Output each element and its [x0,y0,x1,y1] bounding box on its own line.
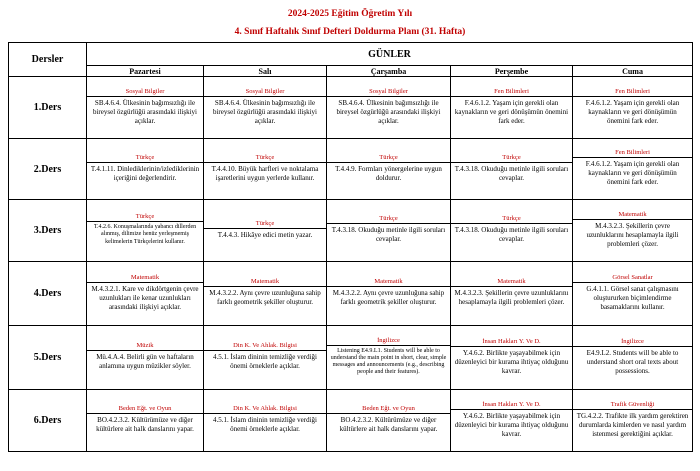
schedule-cell [573,77,693,139]
schedule-cell [327,77,451,139]
row-label: 2.Ders [9,139,87,200]
cell-outcome: SB.4.6.4. Ülkesinin bağımsızlığı ile bireysel özgürlüğü arasındaki ilişkiyi açıklar. [92,98,197,125]
cell-subject: İnsan Hakları Y. Ve D. [451,401,572,410]
schedule-cell [573,139,693,200]
cell-subject: Türkçe [451,215,572,224]
cell-subject: Beden Eğt. ve Oyun [327,405,450,414]
schedule-cell [204,326,327,390]
cell-outcome: M.4.3.2.3. Şekillerin çevre uzunluklarını hesaplamayla ilgili problemleri çözer. [586,221,679,248]
row-label: 5.Ders [9,326,87,390]
schedule-cell [451,77,573,139]
cell-subject: Fen Bilimleri [573,149,692,158]
cell-subject: Sosyal Bilgiler [327,88,450,97]
cell-outcome: M.4.3.2.2. Aynı çevre uzunluğuna sahip farklı geometrik şekiller oluşturur. [209,289,321,306]
cell-subject: Beden Eğt. ve Oyun [87,405,203,414]
schedule-cell [573,262,693,326]
schedule-cell [204,139,327,200]
cell-outcome: M.4.3.2.1. Kare ve dikdörtgenin çevre uzunlukları ile kenar uzunlukları arasındaki ilişkiyi açıklar. [91,284,199,311]
cell-subject: Matematik [87,274,203,283]
schedule-cell [204,390,327,452]
cell-subject: Din K. Ve Ahlak. Bilgisi [204,342,326,351]
table-row [9,262,693,326]
schedule-cell [204,200,327,262]
schedule-cell [87,390,204,452]
cell-outcome: T.4.4.3. Hikâye edici metin yazar. [217,230,313,239]
schedule-cell [327,326,451,390]
day-header-cuma: Cuma [573,66,693,77]
cell-outcome: T.4.4.9. Formları yönergelerine uygun doldurur. [335,164,442,182]
document-subtitle: 4. Sınıf Haftalık Sınıf Defteri Doldurma Planı (31. Hafta) [234,27,466,37]
cell-subject: Görsel Sanatlar [573,274,692,283]
table-row [9,326,693,390]
cell-outcome: T.4.2.6. Konuşmalarında yabancı dillerden alınmış, dilimize henüz yerleşmemiş kelimelerin Türkçelerini kullanır. [93,224,197,245]
schedule-cell [451,390,573,452]
cell-outcome: M.4.3.2.2. Aynı çevre uzunluğuna sahip farklı geometrik şekiller oluşturur. [332,289,445,306]
cell-outcome: F.4.6.1.2. Yaşam için gerekli olan kaynakların ve geri dönüşümün önemini fark eder. [585,98,680,125]
cell-subject: Matematik [573,211,692,220]
cell-subject: Türkçe [204,154,326,163]
cell-outcome: 4.5.1. İslam dininin temizliğe verdiği önemi örneklerle açıklar. [212,416,317,433]
cell-subject: Müzik [87,342,203,351]
cell-subject: İngilizce [327,337,450,346]
cell-subject: Trafik Güvenliği [573,401,692,410]
table-row [9,200,693,262]
day-header-sali: Salı [204,66,327,77]
schedule-cell [327,262,451,326]
cell-subject: Matematik [451,278,572,287]
row-label: 6.Ders [9,390,87,452]
cell-outcome: BO.4.2.3.2. Kültürümüze ve diğer kültürlere ait halk danslarını yapar. [96,416,194,433]
cell-outcome: Y.4.6.2. Birlikte yaşayabilmek için düzenleyici bir kurama ihtiyaç olduğunu kavrar. [454,411,569,438]
schedule-table [8,42,693,452]
cell-outcome: T.4.4.10. Büyük harfleri ve noktalama işaretlerini uygun yerlerde kullanır. [211,164,319,182]
cell-subject: Türkçe [87,154,203,163]
gunler-header: GÜNLER [87,43,693,66]
cell-outcome: T.4.3.18. Okuduğu metinle ilgili soruları cevaplar. [331,226,446,243]
cell-subject: Matematik [327,278,450,287]
table-row [9,77,693,139]
row-label: 1.Ders [9,77,87,139]
schedule-cell [87,262,204,326]
cell-subject: Sosyal Bilgiler [87,88,203,97]
cell-outcome: 4.5.1. İslam dininin temizliğe verdiği önemi örneklerle açıklar. [212,353,317,370]
cell-outcome: E4.9.L2. Students will be able to understand short oral texts about possessions. [586,348,679,375]
cell-subject: Matematik [204,278,326,287]
cell-subject: İnsan Hakları Y. Ve D. [451,338,572,347]
schedule-cell [327,200,451,262]
cell-outcome: Y.4.6.2. Birlikte yaşayabilmek için düzenleyici bir kurama ihtiyaç olduğunu kavrar. [454,348,569,375]
row-label: 3.Ders [9,200,87,262]
row-label: 4.Ders [9,262,87,326]
table-row [9,390,693,452]
cell-outcome: BO.4.2.3.2. Kültürümüze ve diğer kültürlere ait halk danslarını yapar. [339,416,438,433]
cell-subject: Türkçe [87,213,203,222]
cell-outcome: F.4.6.1.2. Yaşam için gerekli olan kaynakların ve geri dönüşümün önemini fark eder. [585,160,680,186]
cell-outcome: T.4.1.11. Dinlediklerinin/izlediklerinin içeriğini değerlendirir. [90,164,200,182]
schedule-cell [451,139,573,200]
schedule-cell [451,262,573,326]
cell-outcome: Mü.4.A.4. Belirli gün ve haftaların anlamına uygun müzikler söyler. [96,353,194,370]
cell-outcome: TG.4.2.2. Trafikte ilk yardım gerektiren durumlarda kimlerden ve nasıl yardım istenmesi gerektiğini açıklar. [576,411,689,438]
schedule-cell [327,390,451,452]
cell-subject: İngilizce [573,338,692,347]
cell-outcome: SB.4.6.4. Ülkesinin bağımsızlığı ile bireysel özgürlüğü arasındaki ilişkiyi açıklar. [212,98,317,125]
schedule-cell [573,390,693,452]
schedule-cell [451,200,573,262]
day-header-carsamba: Çarşamba [327,66,451,77]
cell-outcome: M.4.3.2.3. Şekillerin çevre uzunluklarını hesaplamayla ilgili problemleri çözer. [454,289,569,306]
document-title: 2024-2025 Eğitim Öğretim Yılı [287,9,413,19]
schedule-cell [573,200,693,262]
schedule-cell [573,326,693,390]
cell-subject: Türkçe [327,215,450,224]
cell-outcome: T.4.3.18. Okuduğu metinle ilgili soruları cevaplar. [454,164,569,182]
day-header-persembe: Perşembe [451,66,573,77]
cell-outcome: T.4.3.18. Okuduğu metinle ilgili soruları cevaplar. [454,226,569,243]
cell-subject: Din K. Ve Ahlak. Bilgisi [204,405,326,414]
schedule-cell [87,326,204,390]
table-row [9,139,693,200]
cell-outcome: SB.4.6.4. Ülkesinin bağımsızlığı ile bireysel özgürlüğü arasındaki ilişkiyi açıklar. [336,98,441,125]
cell-subject: Sosyal Bilgiler [204,88,326,97]
schedule-cell [87,139,204,200]
cell-outcome: G.4.1.1. Görsel sanat çalışmasını oluştururken biçimlendirme basamaklarını kullanır. [586,284,679,311]
schedule-cell [451,326,573,390]
schedule-cell [204,262,327,326]
schedule-cell [204,77,327,139]
dersler-header: Dersler [9,43,87,77]
cell-outcome: Listening E4.9.L1. Students will be able to understand the main point in short, clear, simple messages and announcements (e.g., describing people and their features). [330,347,447,376]
cell-subject: Türkçe [327,154,450,163]
schedule-cell [87,77,204,139]
schedule-cell [87,200,204,262]
schedule-cell [327,139,451,200]
cell-subject: Fen Bilimleri [573,88,692,97]
cell-subject: Türkçe [451,154,572,163]
cell-subject: Türkçe [204,220,326,229]
cell-subject: Fen Bilimleri [451,88,572,97]
cell-outcome: F.4.6.1.2. Yaşam için gerekli olan kaynakların ve geri dönüşümün önemini fark eder. [454,98,569,125]
day-header-pazartesi: Pazartesi [87,66,204,77]
